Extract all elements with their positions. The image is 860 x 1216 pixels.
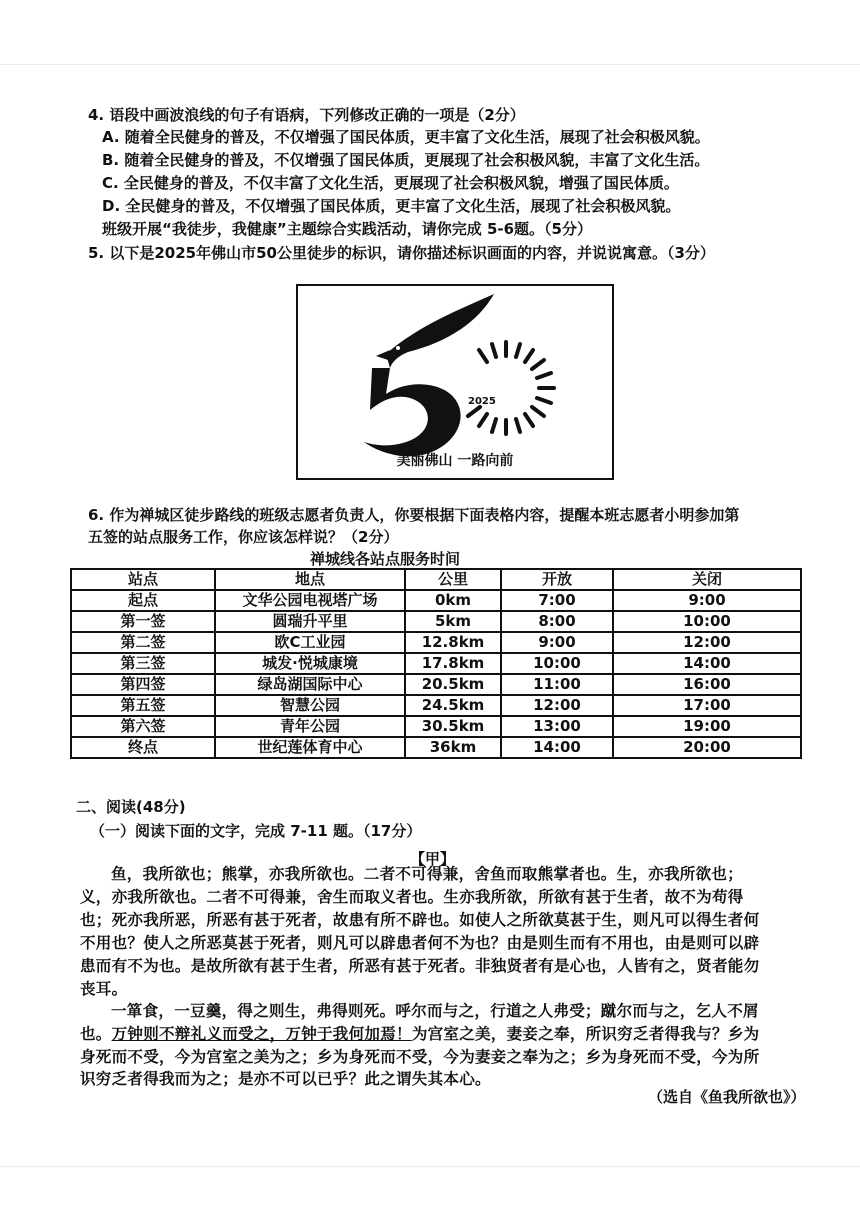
passage-line: 识穷乏者得我而为之；是亦不可以已乎？此之谓失其本心。 <box>80 1069 491 1088</box>
cell-station: 终点 <box>71 737 215 758</box>
table-row <box>71 611 801 632</box>
table-row <box>71 737 801 758</box>
table-header-row <box>71 569 801 590</box>
passage-line: 丧耳。 <box>80 979 128 998</box>
logo-bird-eye <box>396 346 400 350</box>
passage-line: 一箪食，一豆羹，得之则生，弗得则死。呼尔而与之，行道之人弗受；蹴尔而与之，乞人不屑 <box>111 1001 759 1020</box>
q6-stem-line2: 五签的站点服务工作，你应该怎样说？（2分） <box>88 528 399 546</box>
table-row <box>71 632 801 653</box>
cell-station: 第一签 <box>71 611 215 632</box>
q5-stem: 5. 以下是2025年佛山市50公里徒步的标识，请你描述标识画面的内容，并说说寓意。（3分） <box>88 244 715 262</box>
passage-source: （选自《鱼我所欲也》） <box>648 1088 806 1106</box>
cell-distance: 20.5km <box>405 674 501 695</box>
cell-location: 世纪莲体育中心 <box>215 737 405 758</box>
header-station: 站点 <box>71 569 215 590</box>
cell-station: 第三签 <box>71 653 215 674</box>
cell-distance: 5km <box>405 611 501 632</box>
cell-open: 14:00 <box>501 737 613 758</box>
cell-location: 文华公园电视塔广场 <box>215 590 405 611</box>
passage-line: 患而有不为也。是故所欲有甚于生者，所恶有甚于死者。非独贤者有是心也，人皆有之，贤者能勿 <box>80 956 760 975</box>
logo-sunburst <box>468 342 554 434</box>
section2-subtitle: （一）阅读下面的文字，完成 7-11 题。（17分） <box>90 822 422 840</box>
passage-fragment: 也。 <box>80 1024 112 1043</box>
q4-option-b: B. 随着全民健身的普及，不仅增强了国民体质，更展现了社会积极风貌，丰富了文化生活。 <box>102 151 710 169</box>
passage-jia-label: 【甲】 <box>410 850 456 868</box>
cell-station: 第四签 <box>71 674 215 695</box>
logo-five-stroke <box>364 368 461 456</box>
header-open: 开放 <box>501 569 613 590</box>
cell-open: 13:00 <box>501 716 613 737</box>
passage-fragment: 为宫室之美，妻妾之奉，所识穷乏者得我与？乡为 <box>411 1024 760 1043</box>
underlined-sentence: 万钟则不辩礼义而受之，万钟于我何加焉！ <box>111 1024 412 1043</box>
cell-close: 12:00 <box>613 632 801 653</box>
logo-caption: 美丽佛山 一路向前 <box>396 453 514 469</box>
cell-close: 20:00 <box>613 737 801 758</box>
logo-year: 2025 <box>468 396 496 407</box>
header-distance: 公里 <box>405 569 501 590</box>
passage-line: 身死而不受，今为宫室之美为之；乡为身死而不受，今为妻妾之奉为之；乡为身死而不受，今为所 <box>80 1047 760 1066</box>
passage-line: 不用也？使人之所恶莫甚于死者，则凡可以辟患者何不为也？由是则生而有不用也，由是则可以辟 <box>80 933 760 952</box>
cell-location: 城发·悦城康境 <box>215 653 405 674</box>
q6-stem-line1: 6. 作为禅城区徒步路线的班级志愿者负责人，你要根据下面表格内容，提醒本班志愿者小明参加第 <box>88 506 740 524</box>
cell-open: 7:00 <box>501 590 613 611</box>
table-row <box>71 695 801 716</box>
activity-intro: 班级开展“我徒步，我健康”主题综合实践活动，请你完成 5-6题。（5分） <box>102 220 592 238</box>
cell-distance: 30.5km <box>405 716 501 737</box>
logo-swoosh <box>386 294 494 368</box>
cell-close: 16:00 <box>613 674 801 695</box>
cell-location: 欧C工业园 <box>215 632 405 653</box>
cell-location: 绿岛湖国际中心 <box>215 674 405 695</box>
cell-distance: 0km <box>405 590 501 611</box>
cell-location: 圆瑞升平里 <box>215 611 405 632</box>
q4-stem: 4. 语段中画波浪线的句子有语病，下列修改正确的一项是（2分） <box>88 106 525 124</box>
cell-open: 11:00 <box>501 674 613 695</box>
table-row <box>71 674 801 695</box>
cell-distance: 24.5km <box>405 695 501 716</box>
cell-station: 第二签 <box>71 632 215 653</box>
top-divider <box>0 64 860 65</box>
header-close: 关闭 <box>613 569 801 590</box>
cell-open: 12:00 <box>501 695 613 716</box>
passage-line-mixed <box>80 1023 759 1045</box>
cell-distance: 12.8km <box>405 632 501 653</box>
cell-location: 青年公园 <box>215 716 405 737</box>
hike-logo <box>296 284 614 480</box>
cell-close: 9:00 <box>613 590 801 611</box>
cell-close: 19:00 <box>613 716 801 737</box>
passage-line: 鱼，我所欲也；熊掌，亦我所欲也。二者不可得兼，舍鱼而取熊掌者也。生，亦我所欲也； <box>111 864 744 883</box>
table-title: 禅城线各站点服务时间 <box>310 550 461 568</box>
table-row <box>71 716 801 737</box>
q4-option-d: D. 全民健身的普及，不仅增强了国民体质，更丰富了文化生活，展现了社会积极风貌。 <box>102 197 681 215</box>
header-location: 地点 <box>215 569 405 590</box>
station-schedule-table <box>70 568 802 759</box>
cell-open: 10:00 <box>501 653 613 674</box>
cell-station: 起点 <box>71 590 215 611</box>
section2-title: 二、阅读(48分) <box>76 798 186 816</box>
logo-bird-beak <box>376 350 390 360</box>
bottom-divider <box>0 1166 860 1167</box>
cell-station: 第五签 <box>71 695 215 716</box>
cell-close: 10:00 <box>613 611 801 632</box>
passage-line: 也；死亦我所恶，所恶有甚于死者，故患有所不辟也。如使人之所欲莫甚于生，则凡可以得生者何 <box>80 910 760 929</box>
table-row <box>71 653 801 674</box>
cell-close: 17:00 <box>613 695 801 716</box>
cell-distance: 17.8km <box>405 653 501 674</box>
q4-option-a: A. 随着全民健身的普及，不仅增强了国民体质，更丰富了文化生活，展现了社会积极风貌。 <box>102 128 710 146</box>
cell-open: 9:00 <box>501 632 613 653</box>
cell-station: 第六签 <box>71 716 215 737</box>
table-row <box>71 590 801 611</box>
cell-close: 14:00 <box>613 653 801 674</box>
cell-distance: 36km <box>405 737 501 758</box>
passage-line: 义，亦我所欲也。二者不可得兼，舍生而取义者也。生亦我所欲，所欲有甚于生者，故不为苟得 <box>80 887 744 906</box>
cell-location: 智慧公园 <box>215 695 405 716</box>
q4-option-c: C. 全民健身的普及，不仅丰富了文化生活，更展现了社会积极风貌，增强了国民体质。 <box>102 174 679 192</box>
cell-open: 8:00 <box>501 611 613 632</box>
